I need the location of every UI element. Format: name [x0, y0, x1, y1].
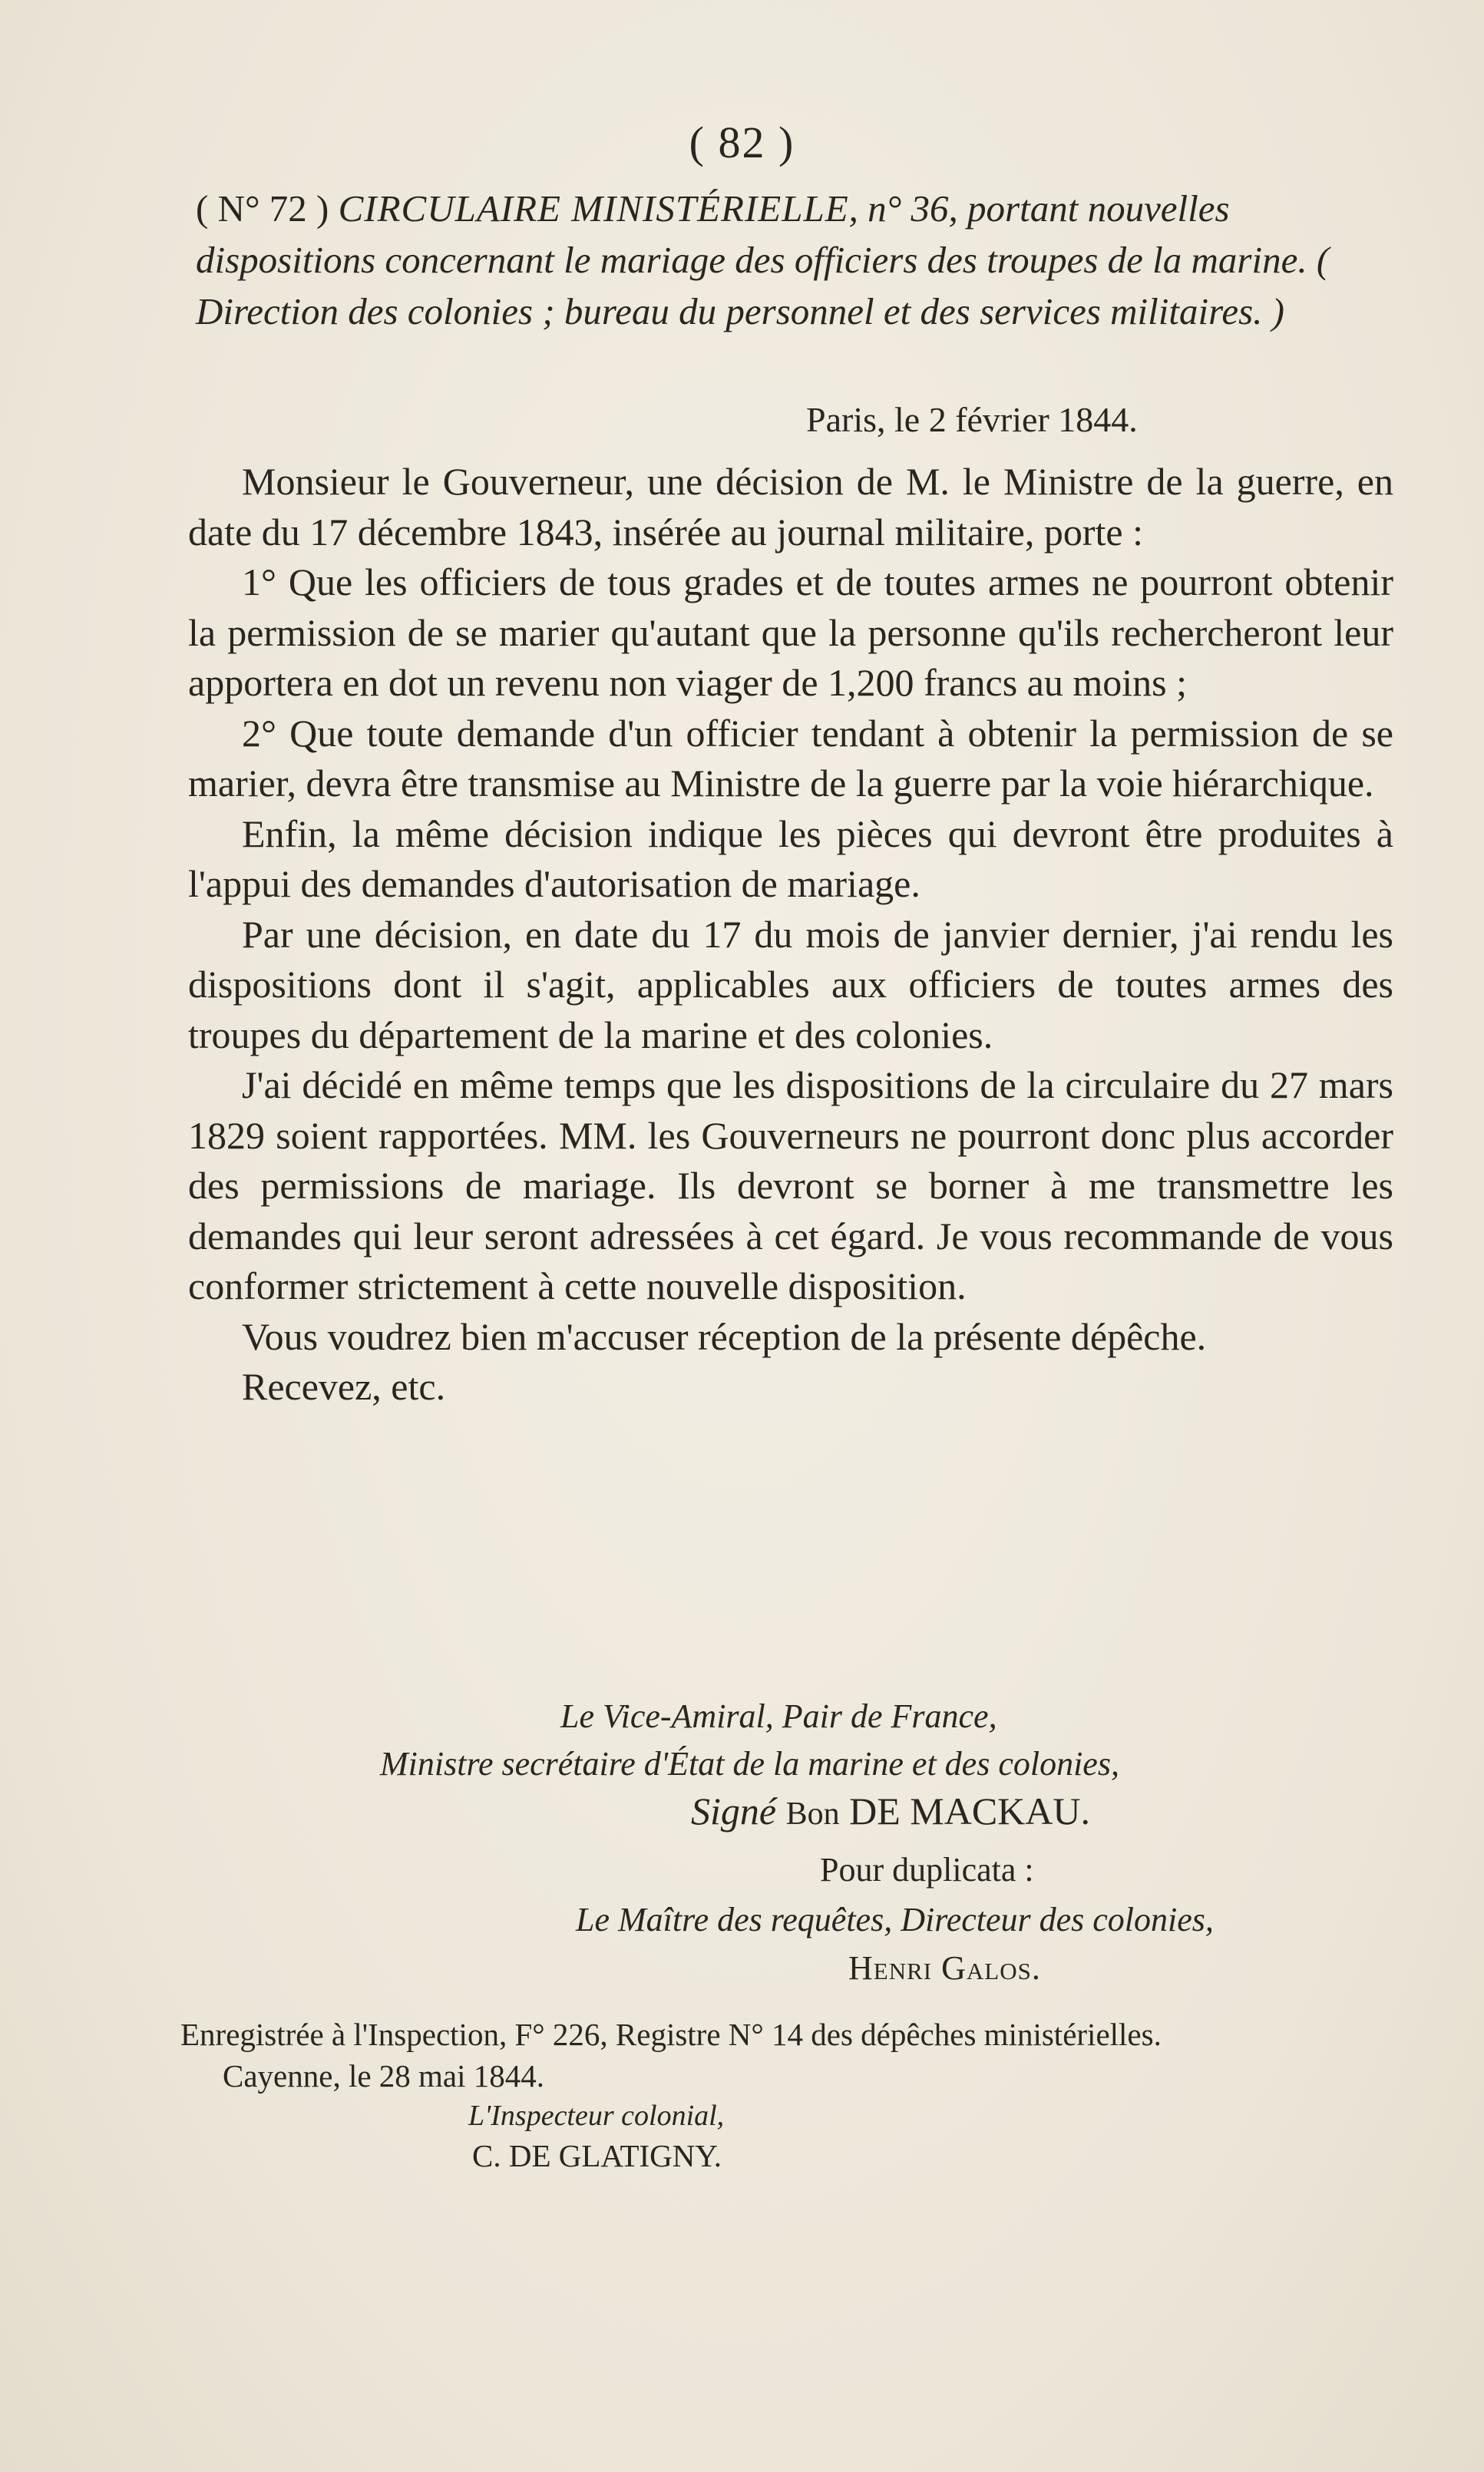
paragraph: Enfin, la même décision indique les pièces qui devront être produites à l'appui des demandes d'autorisation de mariage. [188, 811, 1393, 905]
duplicata-label: Pour duplicata : [820, 1851, 1034, 1889]
signature-name-line [691, 1789, 1090, 1833]
circular-title: CIRCULAIRE MINISTÉRIELLE [338, 187, 849, 230]
paragraph: Par une décision, en date du 17 du mois de janvier dernier, j'ai rendu les dispositions dont il s'agit, applicables aux officiers de toutes armes des troupes du département de la marine et des colonies. [188, 912, 1393, 1056]
paragraph: J'ai décidé en même temps que les dispositions de la circulaire du 27 mars 1829 soient rapportées. MM. les Gouverneurs ne pourront donc plus accorder des permissions de mariage. Ils devront se borner à me transmettre les demandes qui leur seront adressées à cet égard. Je vous recommande de vous conformer strictement à cette nouvelle disposition. [188, 1063, 1393, 1307]
paragraph: Recevez, etc. [242, 1365, 446, 1408]
signe-label: Signé [691, 1790, 777, 1833]
letter-body [188, 457, 1393, 1413]
circular-number: ( N° 72 ) [196, 187, 329, 230]
paragraph: Monsieur le Gouverneur, une décision de M. le Ministre de la guerre, en date du 17 décembre 1843, insérée au journal militaire, porte : [188, 460, 1393, 554]
duplicata-name: Henri Galos. [848, 1949, 1041, 1987]
dateline: Paris, le 2 février 1844. [806, 400, 1138, 439]
circular-subtitle: , n° 36, portant nouvelles dispositions concernant le mariage des officiers des troupes de la marine. ( Direction des colonies ; bureau du personnel et des services militaires. ) [196, 187, 1330, 332]
signatory-name: DE MACKAU. [849, 1790, 1091, 1833]
registration-line: Enregistrée à l'Inspection, F° 226, Registre N° 14 des dépêches ministérielles. [180, 2017, 1162, 2052]
inspector-title: L'Inspecteur colonial, [468, 2100, 725, 2132]
signature-line-2: Ministre secrétaire d'État de la marine et des colonies, [380, 1745, 1119, 1783]
duplicata-title: Le Maître des requêtes, Directeur des colonies, [576, 1901, 1214, 1938]
baron-abbrev: Bon [785, 1796, 840, 1832]
page-number: ( 82 ) [689, 117, 795, 167]
signature-line-1: Le Vice-Amiral, Pair de France, [560, 1697, 997, 1735]
document-heading [196, 183, 1409, 337]
paragraph: 1° Que les officiers de tous grades et de toutes armes ne pourront obtenir la permission de se marier qu'autant que la personne qu'ils rechercheront leur apportera en dot un revenu non viager de 1,200 francs au moins ; [188, 560, 1393, 704]
paragraph: 2° Que toute demande d'un officier tendant à obtenir la permission de se marier, devra être transmise au Ministre de la guerre par la voie hiérarchique. [188, 711, 1393, 805]
inspector-name: C. DE GLATIGNY. [472, 2138, 722, 2173]
registration-place-date: Cayenne, le 28 mai 1844. [223, 2058, 545, 2094]
paragraph: Vous voudrez bien m'accuser réception de la présente dépêche. [242, 1314, 1207, 1358]
